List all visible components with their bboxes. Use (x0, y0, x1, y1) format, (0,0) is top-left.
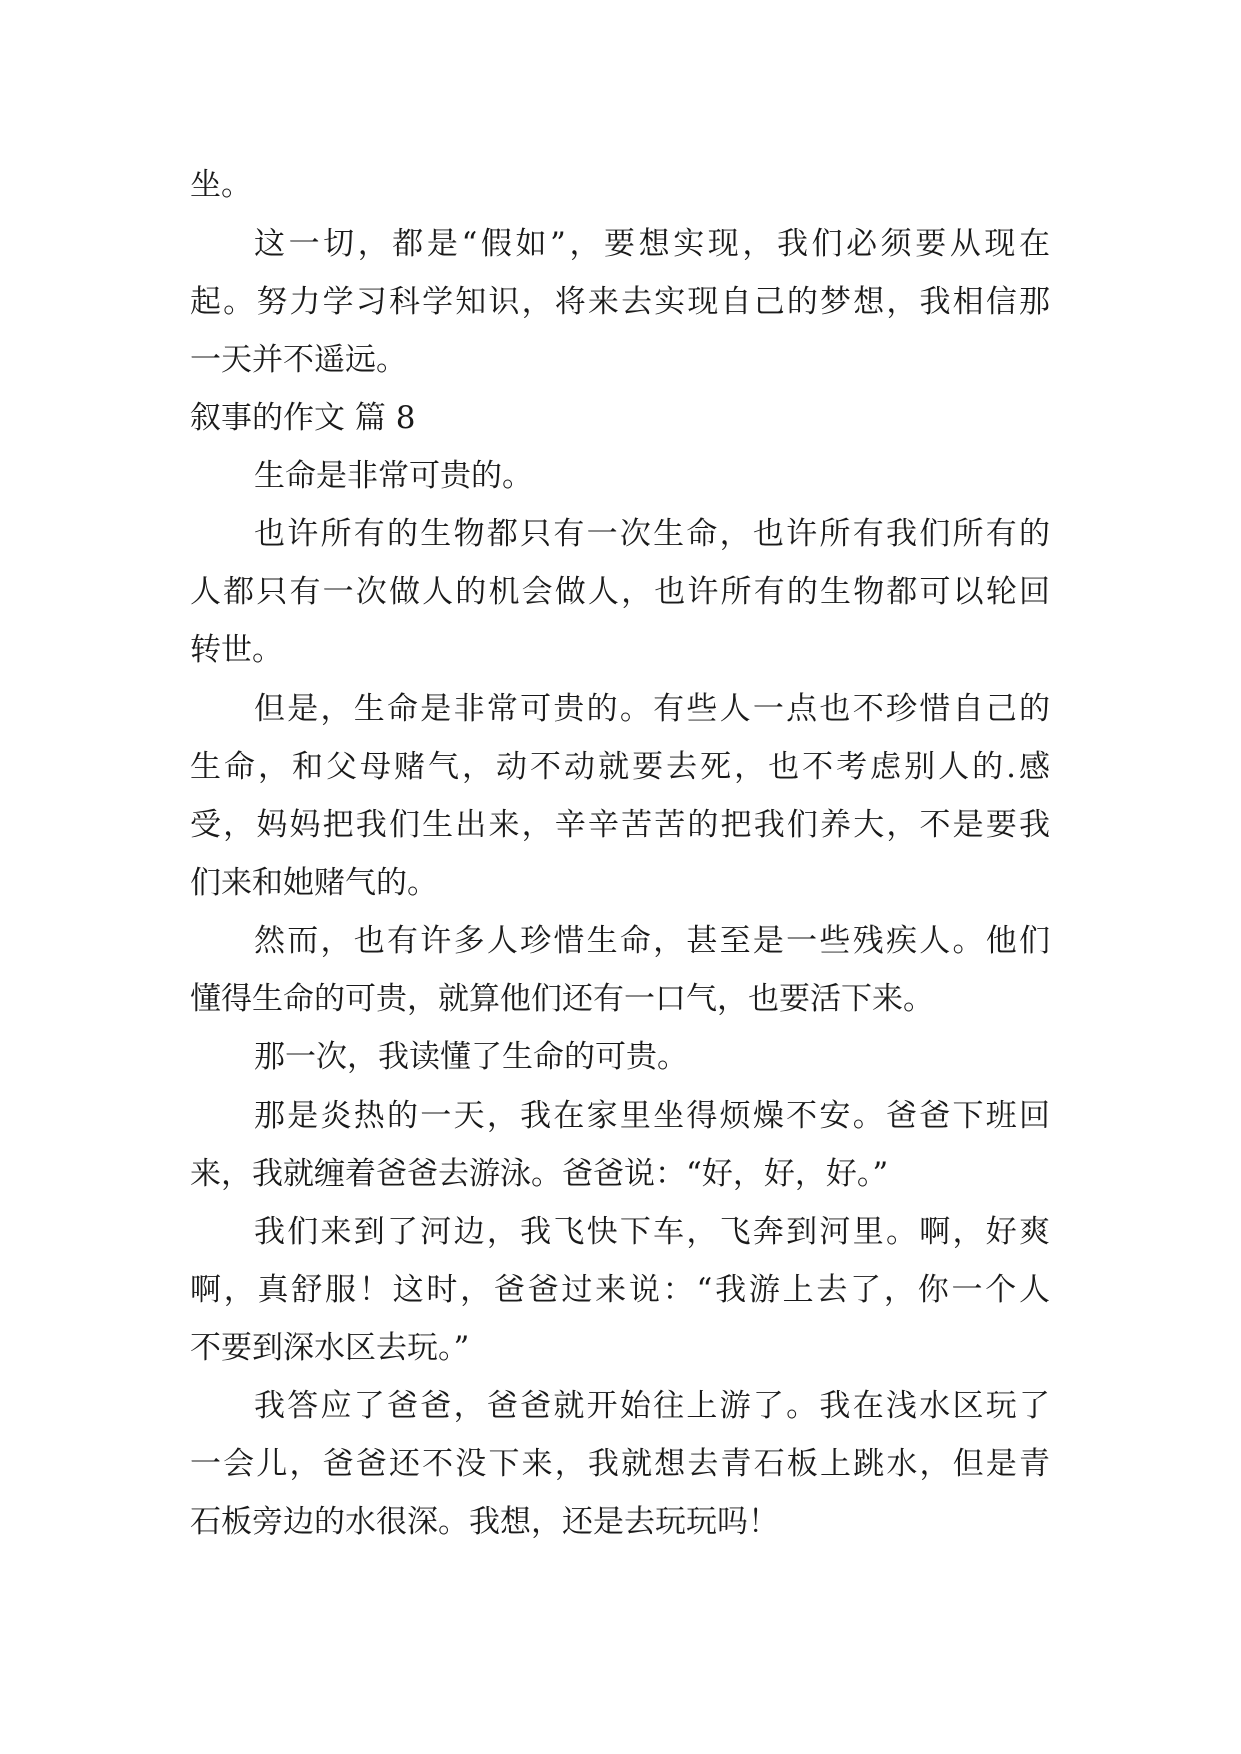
text-line: 懂得生命的可贵，就算他们还有一口气，也要活下来。 (190, 981, 934, 1017)
text-line: 我答应了爸爸，爸爸就开始往上游了。我在浅水区玩了 (254, 1388, 1050, 1424)
text-line: 坐。 (190, 167, 252, 203)
section-heading: 叙事的作文 篇 8 (190, 400, 416, 436)
text-line: 生命是非常可贵的。 (254, 458, 533, 494)
text-line: 人都只有一次做人的机会做人，也许所有的生物都可以轮回 (190, 574, 1050, 610)
text-line: 受，妈妈把我们生出来，辛辛苦苦的把我们养大，不是要我 (190, 807, 1050, 843)
text-line: 这一切，都是“假如”，要想实现，我们必须要从现在 (254, 226, 1050, 262)
text-line: 石板旁边的水很深。我想，还是去玩玩吗！ (190, 1504, 779, 1540)
text-line: 但是，生命是非常可贵的。有些人一点也不珍惜自己的 (254, 691, 1050, 727)
text-line: 那是炎热的一天，我在家里坐得烦燥不安。爸爸下班回 (254, 1098, 1050, 1134)
text-line: 那一次，我读懂了生命的可贵。 (254, 1039, 688, 1075)
text-line: 啊，真舒服！这时，爸爸过来说：“我游上去了，你一个人 (190, 1272, 1050, 1308)
text-line: 然而，也有许多人珍惜生命，甚至是一些残疾人。他们 (254, 923, 1050, 959)
text-line: 生命，和父母赌气，动不动就要去死，也不考虑别人的.感 (190, 749, 1050, 785)
text-line: 不要到深水区去玩。” (190, 1330, 470, 1366)
text-line: 起。努力学习科学知识，将来去实现自己的梦想，我相信那 (190, 284, 1050, 320)
text-line: 一天并不遥远。 (190, 342, 407, 378)
text-line: 转世。 (190, 632, 283, 668)
text-line: 来，我就缠着爸爸去游泳。爸爸说：“好，好，好。” (190, 1156, 889, 1192)
text-line: 我们来到了河边，我飞快下车，飞奔到河里。啊，好爽 (254, 1214, 1050, 1250)
text-line: 也许所有的生物都只有一次生命，也许所有我们所有的 (254, 516, 1050, 552)
text-line: 们来和她赌气的。 (190, 865, 438, 901)
text-line: 一会儿，爸爸还不没下来，我就想去青石板上跳水，但是青 (190, 1446, 1050, 1482)
